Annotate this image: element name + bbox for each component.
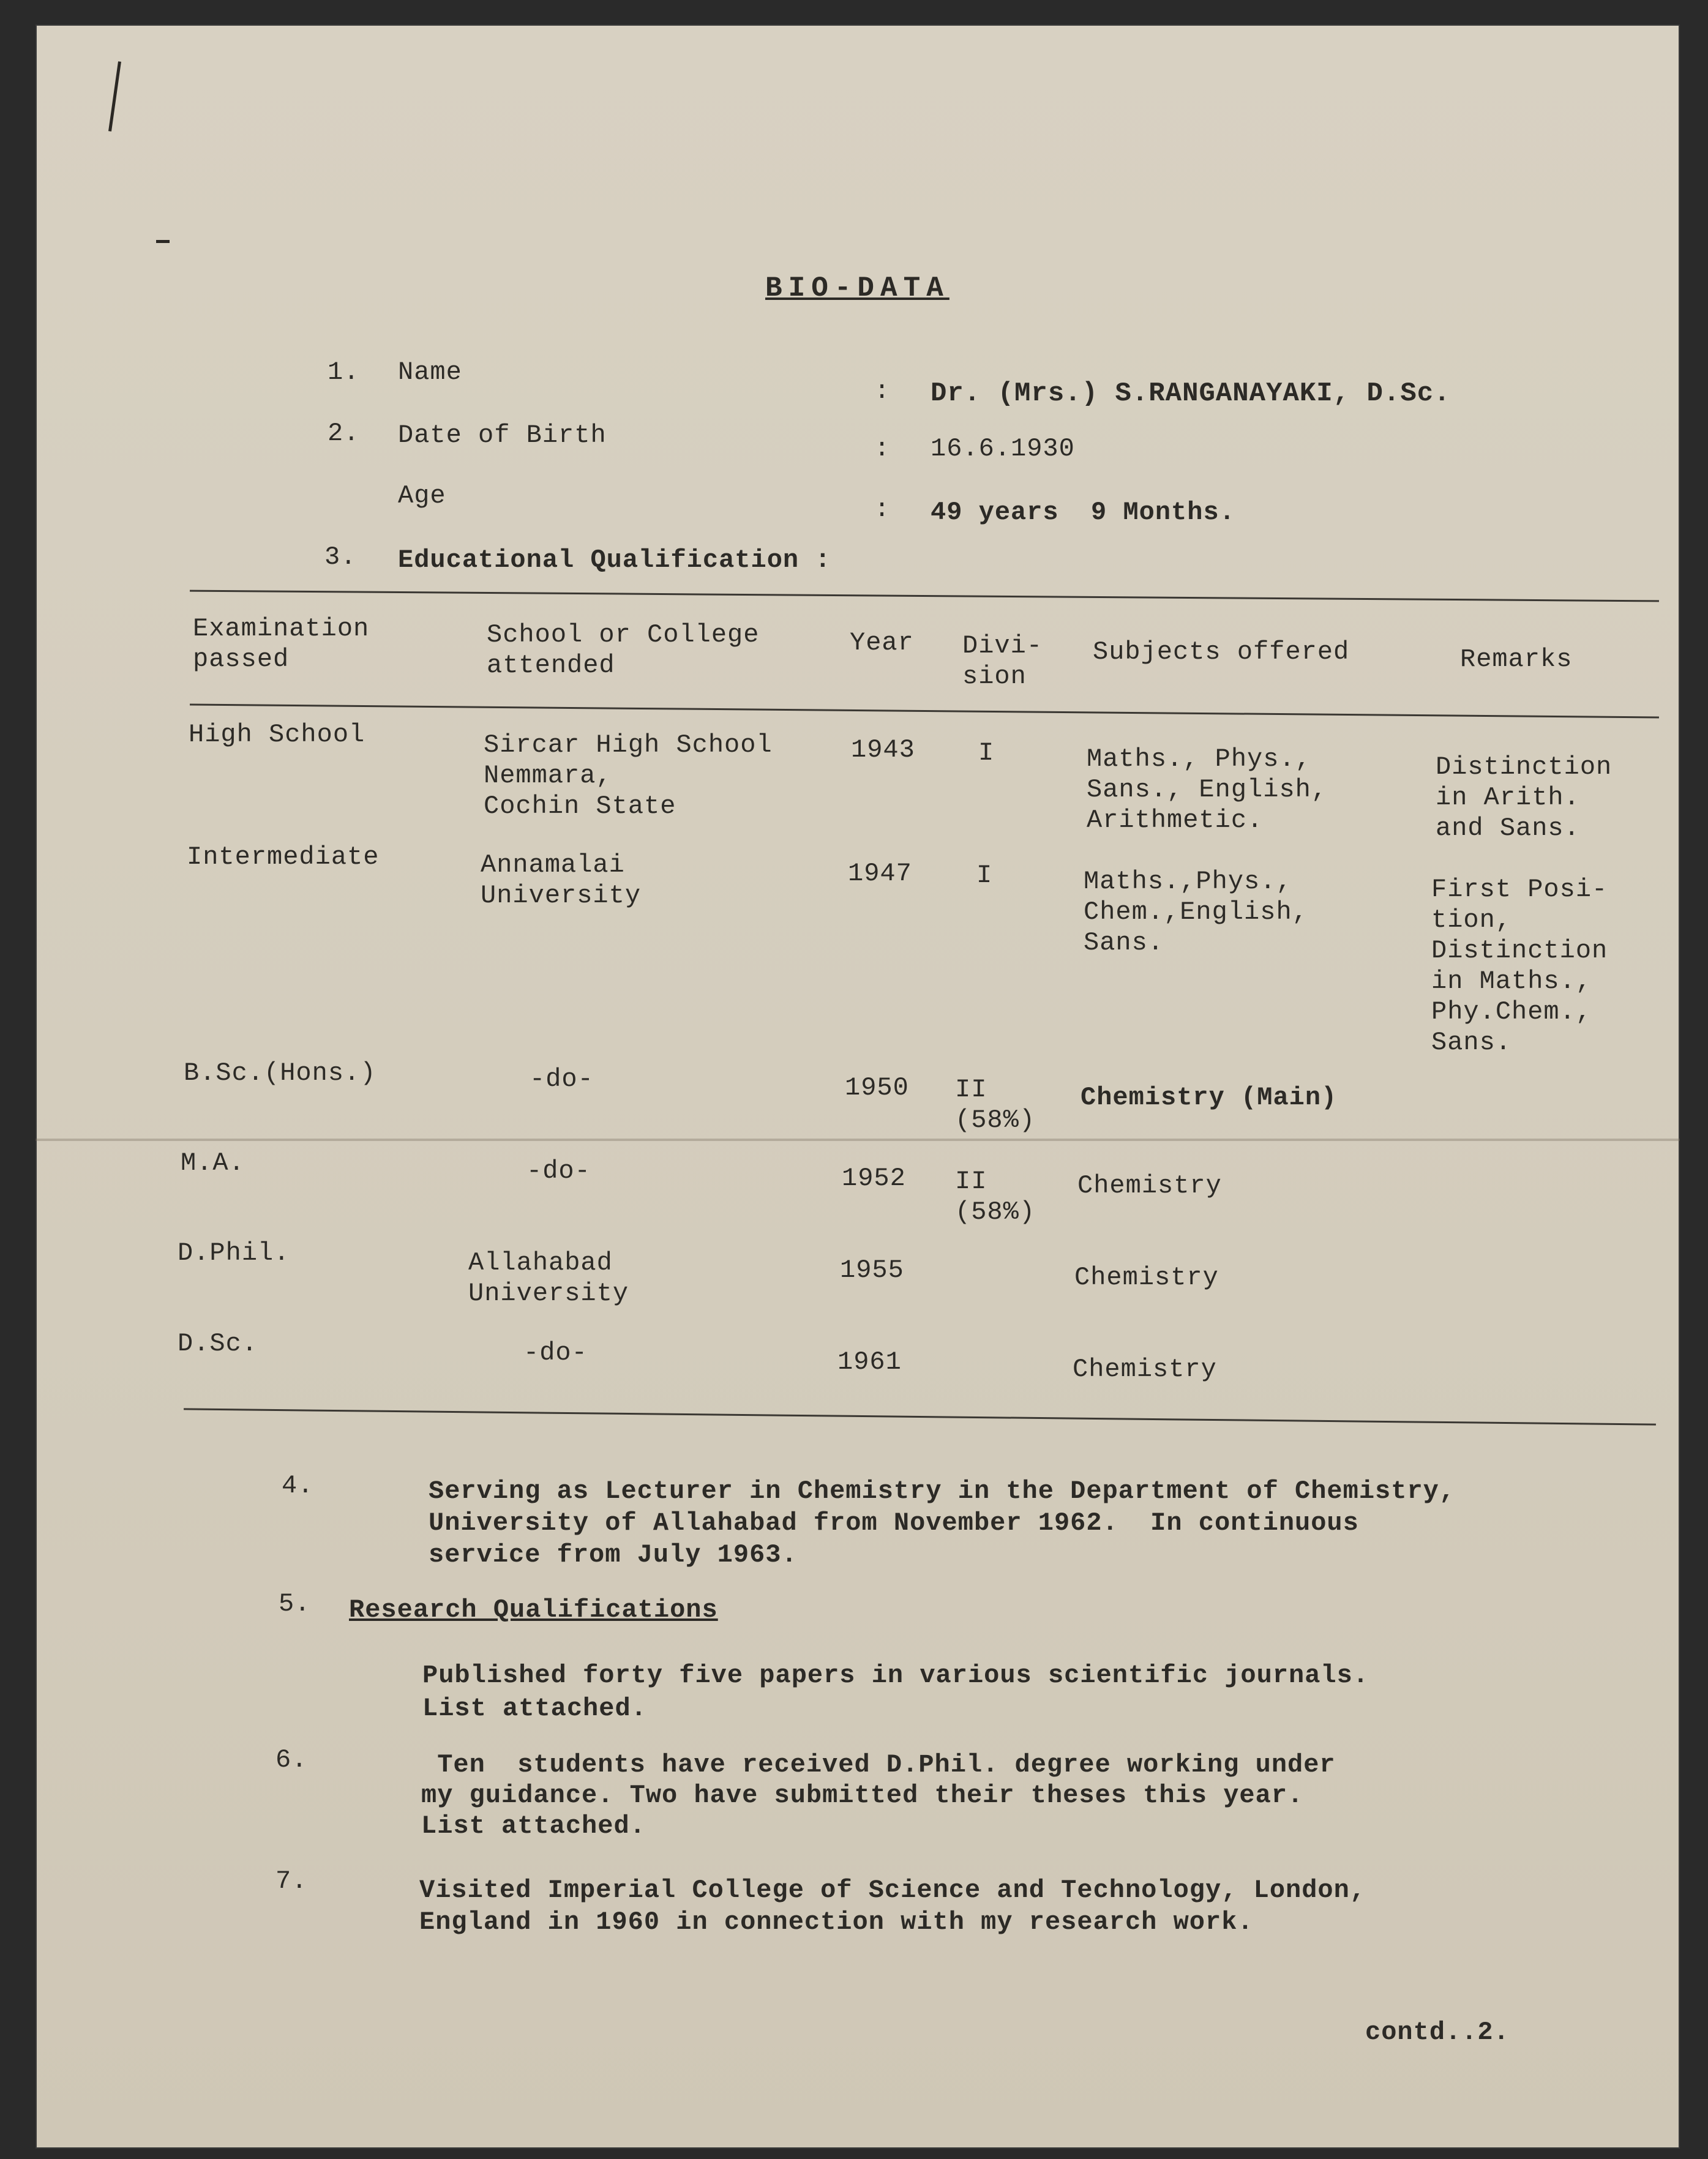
col-header-school: School or College attended: [487, 620, 760, 680]
field-sep-name: :: [874, 376, 891, 406]
table-cell-division: II (58%): [955, 1075, 1036, 1135]
table-cell-year: 1952: [842, 1164, 906, 1193]
table-cell-year: 1950: [845, 1073, 909, 1102]
field-num-education: 3.: [324, 542, 357, 572]
field-num-dob: 2.: [328, 419, 360, 448]
table-cell-division: II (58%): [955, 1167, 1036, 1227]
field-label-name: Name: [398, 357, 462, 387]
item-num: 7.: [275, 1866, 308, 1896]
table-cell-subjects: Chemistry: [1074, 1263, 1219, 1292]
table-cell-exam: D.Sc.: [178, 1329, 258, 1358]
col-header-year: Year: [850, 628, 914, 657]
table-cell-exam: High School: [189, 720, 365, 749]
table-cell-school: -do-: [526, 1156, 591, 1186]
table-cell-school: Allahabad University: [468, 1248, 629, 1308]
paper-fold: [36, 1139, 1680, 1141]
item-num: 4.: [282, 1471, 314, 1500]
table-cell-year: 1961: [837, 1347, 902, 1377]
table-cell-exam: M.A.: [181, 1148, 245, 1178]
item-text: Serving as Lecturer in Chemistry in the Department of Chemistry, University of Allahabad from November 1962. In continuous service from July 1963.: [429, 1476, 1456, 1570]
table-cell-school: Annamalai University: [481, 850, 642, 910]
table-cell-subjects: Maths.,Phys., Chem.,English, Sans.: [1084, 867, 1308, 957]
col-header-remarks: Remarks: [1460, 645, 1573, 674]
field-num-name: 1.: [328, 357, 360, 387]
table-cell-school: Sircar High School Nemmara, Cochin State: [484, 730, 773, 821]
ink-mark: [156, 240, 170, 243]
field-label-education: Educational Qualification :: [398, 545, 831, 575]
table-cell-subjects: Chemistry (Main): [1081, 1083, 1338, 1112]
item-text: Ten students have received D.Phil. degree working under my guidance. Two have submitted their theses this year. List attached.: [421, 1750, 1336, 1841]
item-text: Published forty five papers in various scientific journals. List attached.: [422, 1661, 1369, 1723]
field-sep-dob: :: [874, 434, 891, 463]
page-title: BIO-DATA: [765, 272, 950, 304]
table-cell-remarks: First Posi- tion, Distinction in Maths., Phy.Chem., Sans.: [1431, 875, 1608, 1057]
table-cell-subjects: Chemistry: [1077, 1171, 1222, 1200]
table-cell-subjects: Chemistry: [1073, 1355, 1217, 1384]
table-cell-year: 1947: [848, 859, 912, 888]
field-value-age: 49 years 9 Months.: [931, 498, 1235, 527]
col-header-division: Divi- sion: [962, 631, 1043, 691]
field-value-name: Dr. (Mrs.) S.RANGANAYAKI, D.Sc.: [931, 378, 1451, 409]
item-text: Visited Imperial College of Science and Technology, London, England in 1960 in connection with my research work.: [419, 1876, 1366, 1937]
table-cell-remarks: Distinction in Arith. and Sans.: [1436, 752, 1612, 843]
item-num: 5.: [279, 1589, 311, 1618]
table-cell-exam: B.Sc.(Hons.): [184, 1058, 376, 1088]
table-cell-school: -do-: [523, 1338, 588, 1368]
table-cell-subjects: Maths., Phys., Sans., English, Arithmetic.: [1087, 744, 1328, 835]
field-label-dob: Date of Birth: [398, 421, 607, 450]
table-cell-year: 1943: [851, 735, 915, 765]
item-num: 6.: [275, 1745, 308, 1775]
research-heading: Research Qualifications: [349, 1595, 718, 1625]
col-header-exam: Examination passed: [193, 614, 370, 674]
footer-contd: contd..2.: [1365, 2018, 1510, 2047]
table-cell-division: I: [976, 861, 993, 890]
table-cell-division: I: [978, 738, 995, 768]
table-cell-year: 1955: [840, 1255, 904, 1285]
table-cell-school: -do-: [530, 1065, 594, 1094]
field-sep-age: :: [874, 495, 891, 524]
table-cell-exam: D.Phil.: [178, 1238, 290, 1268]
col-header-subjects: Subjects offered: [1093, 637, 1350, 667]
table-cell-exam: Intermediate: [187, 842, 380, 872]
field-label-age: Age: [398, 481, 446, 511]
field-value-dob: 16.6.1930: [931, 434, 1075, 463]
